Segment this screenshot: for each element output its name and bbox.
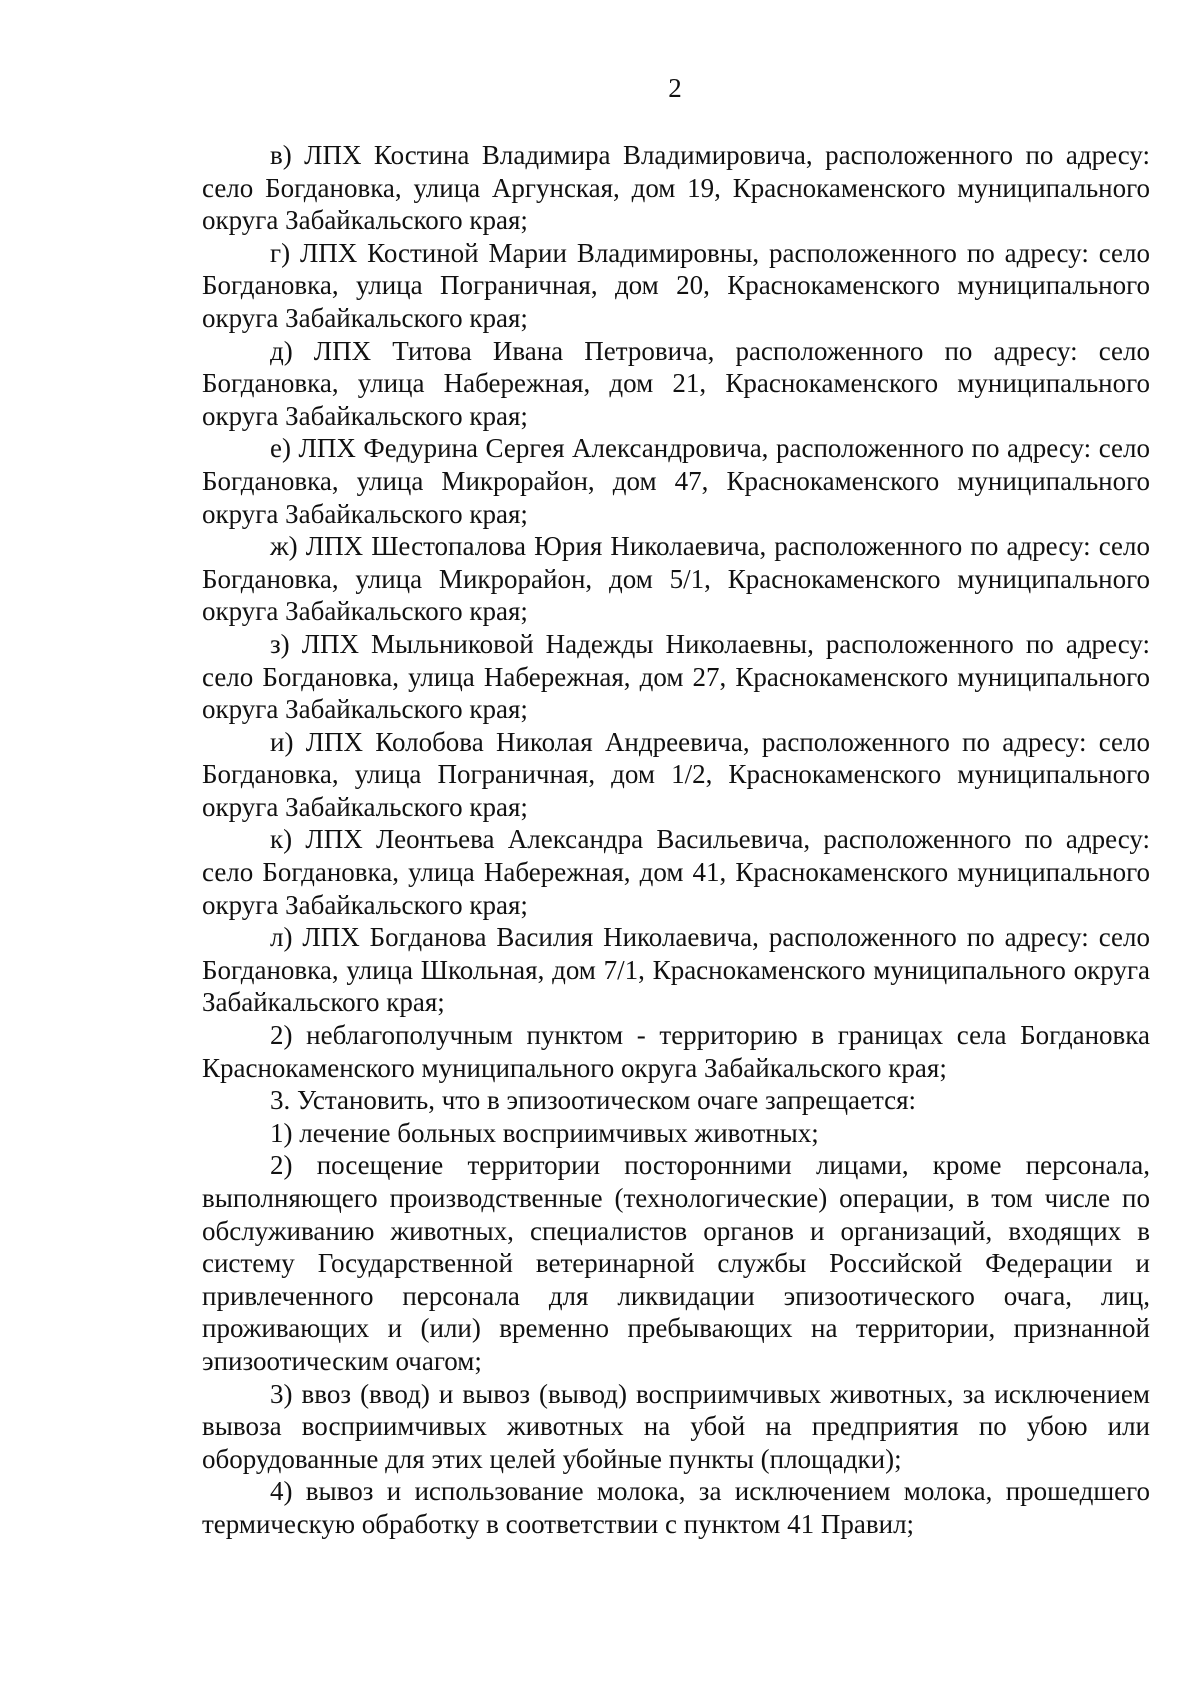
paragraph-d: д) ЛПХ Титова Ивана Петровича, расположенного по адресу: село Богдановка, улица Набережная, дом 21, Краснокаменского муниципального округа Забайкальского края; xyxy=(202,335,1150,431)
paragraph-i: и) ЛПХ Колобова Николая Андреевича, расположенного по адресу: село Богдановка, улица Пограничная, дом 1/2, Краснокаменского муниципального округа Забайкальского края; xyxy=(202,726,1150,822)
paragraph-prohibition-4: 4) вывоз и использование молока, за исключением молока, прошедшего термическую обработку в соответствии с пунктом 41 Правил; xyxy=(202,1476,1150,1539)
paragraph-k: к) ЛПХ Леонтьева Александра Васильевича, расположенного по адресу: село Богдановка, улица Набережная, дом 41, Краснокаменского муниципального округа Забайкальского края; xyxy=(202,824,1150,920)
paragraph-section-3: 3. Установить, что в эпизоотическом очаге запрещается: xyxy=(270,1085,917,1116)
document-body xyxy=(202,139,1150,1541)
paragraph-prohibition-2: 2) посещение территории посторонними лицами, кроме персонала, выполняющего производственные (технологические) операции, в том числе по обслуживанию животных, специалистов органов и организаций, входящих в систему Государственной ветеринарной службы Российской Федерации и привлеченного персонала для ликвидации эпизоотического очага, лиц, проживающих и (или) временно пребывающих на территории, признанной эпизоотическим очагом; xyxy=(202,1150,1150,1376)
paragraph-prohibition-1: 1) лечение больных восприимчивых животных; xyxy=(270,1117,819,1148)
paragraph-zh: ж) ЛПХ Шестопалова Юрия Николаевича, расположенного по адресу: село Богдановка, улица Микрорайон, дом 5/1, Краснокаменского муниципального округа Забайкальского края; xyxy=(202,531,1150,627)
paragraph-z: з) ЛПХ Мыльниковой Надежды Николаевны, расположенного по адресу: село Богдановка, улица Набережная, дом 27, Краснокаменского муниципального округа Забайкальского края; xyxy=(202,628,1150,725)
paragraph-l: л) ЛПХ Богданова Василия Николаевича, расположенного по адресу: село Богдановка, улица Школьная, дом 7/1, Краснокаменского муниципального округа Забайкальского края; xyxy=(202,922,1150,1018)
paragraph-e: е) ЛПХ Федурина Сергея Александровича, расположенного по адресу: село Богдановка, улица Микрорайон, дом 47, Краснокаменского муниципального округа Забайкальского края; xyxy=(202,433,1150,529)
paragraph-g: г) ЛПХ Костиной Марии Владимировны, расположенного по адресу: село Богдановка, улица Пограничная, дом 20, Краснокаменского муниципального округа Забайкальского края; xyxy=(202,237,1150,333)
paragraph-prohibition-3: 3) ввоз (ввод) и вывоз (вывод) восприимчивых животных, за исключением вывоза восприимчивых животных на убой на предприятия по убою или оборудованные для этих целей убойные пункты (площадки); xyxy=(202,1378,1150,1474)
page-number: 2 xyxy=(668,73,682,103)
paragraph-unfavorable-point: 2) неблагополучным пунктом - территорию в границах села Богдановка Краснокаменского муниципального округа Забайкальского края; xyxy=(202,1020,1150,1083)
paragraph-v: в) ЛПХ Костина Владимира Владимировича, расположенного по адресу: село Богдановка, улица Аргунская, дом 19, Краснокаменского муниципального округа Забайкальского края; xyxy=(202,140,1150,236)
